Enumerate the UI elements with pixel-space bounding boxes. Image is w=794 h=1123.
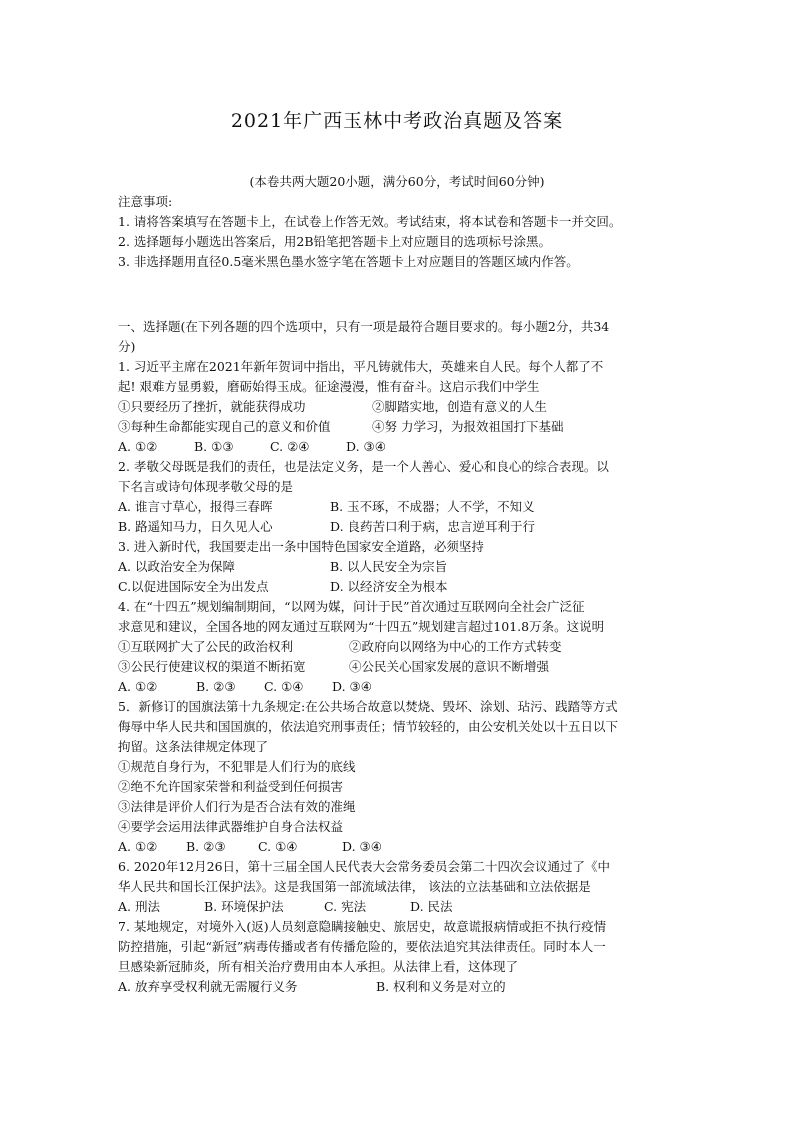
option-d: D. ③④ xyxy=(346,439,386,454)
question-6-stem: 6. 2020年12月26日，第十三届全国人民代表大会常务委员会第二十四次会议通过了《中 xyxy=(118,859,611,874)
statement: ②绝不允许国家荣誉和利益受到任何损害 xyxy=(118,779,344,794)
question-1-statements xyxy=(118,397,678,417)
notice-heading: 注意事项: xyxy=(118,194,173,209)
option-d: D. ③④ xyxy=(332,679,372,694)
section-one xyxy=(118,317,678,997)
option-d: D. 以经济安全为根本 xyxy=(330,579,448,594)
question-2-stem: 下名言或诗句体现孝敬父母的是 xyxy=(118,479,294,494)
option-d: D. ③④ xyxy=(342,839,382,854)
option-c: C.以促进国际安全为出发点 xyxy=(118,579,269,594)
statement: ①规范自身行为，不犯罪是人们行为的底线 xyxy=(118,759,356,774)
question-5-stem: 5．新修订的国旗法第十九条规定:在公共场合故意以焚烧、毁坏、涂划、玷污、践踏等方式 xyxy=(118,699,618,714)
statement: ③法律是评价人们行为是否合法有效的准绳 xyxy=(118,799,356,814)
statement: ④要学会运用法律武器维护自身合法权益 xyxy=(118,819,344,834)
statement: ②脚踏实地，创造有意义的人生 xyxy=(372,399,548,414)
question-7-stem: 旦感染新冠肺炎，所有相关治疗费用由本人承担。从法律上看，这体现了 xyxy=(118,959,519,974)
statement: ①只要经历了挫折，就能获得成功 xyxy=(118,399,306,414)
statement: ③公民行使建议权的渠道不断拓宽 xyxy=(118,659,306,674)
question-1-stem: 1. 习近平主席在2021年新年贺词中指出，平凡铸就伟大，英雄来自人民。每个人都了不 xyxy=(118,359,604,374)
option-a: A. 放弃享受权利就无需履行义务 xyxy=(118,979,298,994)
notice-section xyxy=(118,192,678,272)
question-5-stem: 拘留。这条法律规定体现了 xyxy=(118,739,269,754)
question-7-stem: 7. 某地规定，对境外入(返)人员刻意隐瞒接触史、旅居史，故意谎报病情或拒不执行疫情 xyxy=(118,919,607,934)
option-b: B. 权利和义务是对立的 xyxy=(376,979,506,994)
option-a: A. 谁言寸草心，报得三春晖 xyxy=(118,499,273,514)
notice-item: 2. 选择题每小题选出答案后，用2B铅笔把答题卡上对应题目的选项标号涂黑。 xyxy=(118,234,552,249)
option-c: C. 宪法 xyxy=(324,899,367,914)
option-b: B. 玉不琢，不成器；人不学，不知义 xyxy=(330,499,535,514)
option-a: A. ①② xyxy=(118,679,158,694)
option-d: D. 良药苦口利于病，忠言逆耳利于行 xyxy=(330,519,536,534)
question-4-options xyxy=(118,677,678,697)
question-2-options xyxy=(118,497,678,517)
option-a: A. 刑法 xyxy=(118,899,160,914)
option-c: C. ①④ xyxy=(258,839,298,854)
question-2-options xyxy=(118,517,678,537)
question-7-options xyxy=(118,977,678,997)
question-5-stem: 侮辱中华人民共和国国旗的，依法追究刑事责任；情节较轻的，由公安机关处以十五日以下 xyxy=(118,719,619,734)
question-6-options xyxy=(118,897,678,917)
statement: ④努 力学习，为报效祖国打下基础 xyxy=(372,419,564,434)
option-c: B. 路遥知马力，日久见人心 xyxy=(118,519,273,534)
option-b: B. ①③ xyxy=(194,439,234,454)
question-3-stem: 3. 进入新时代，我国要走出一条中国特色国家安全道路，必须坚持 xyxy=(118,539,484,554)
section-heading: 一、选择题(在下列各题的四个选项中，只有一项是最符合题目要求的。每小题2分，共34 xyxy=(118,319,610,334)
question-3-options xyxy=(118,557,678,577)
question-6-stem: 华人民共和国长江保护法》。这是我国第一部流域法律， 该法的立法基础和立法依据是 xyxy=(118,879,591,894)
question-1-stem: 起! 艰难方显勇毅，磨砺始得玉成。征途漫漫，惟有奋斗。这启示我们中学生 xyxy=(118,379,540,394)
option-c: C. ②④ xyxy=(270,439,310,454)
option-a: A. ①② xyxy=(118,839,158,854)
option-b: B. ②③ xyxy=(196,679,236,694)
question-4-stem: 求意见和建议，全国各地的网友通过互联网为“十四五”规划建言超过101.8万条。这说明 xyxy=(118,619,605,634)
section-heading: 分) xyxy=(118,339,136,354)
notice-item: 3. 非选择题用直径0.5毫米黑色墨水签字笔在答题卡上对应题目的答题区域内作答。 xyxy=(118,254,579,269)
question-2-stem: 2. 孝敬父母既是我们的责任，也是法定义务，是一个人善心、爱心和良心的综合表现。以 xyxy=(118,459,609,474)
notice-item: 1. 请将答案填写在答题卡上，在试卷上作答无效。考试结束，将本试卷和答题卡一并交回。 xyxy=(118,214,622,229)
statement: ①互联网扩大了公民的政治权利 xyxy=(118,639,294,654)
option-b: B. 环境保护法 xyxy=(204,899,284,914)
question-5-options xyxy=(118,837,678,857)
option-a: A. ①② xyxy=(118,439,158,454)
question-4-statements xyxy=(118,657,678,677)
option-c: C. ①④ xyxy=(264,679,304,694)
statement: ②政府向以网络为中心的工作方式转变 xyxy=(349,639,562,654)
question-4-statements xyxy=(118,637,678,657)
question-3-options xyxy=(118,577,678,597)
question-1-statements xyxy=(118,417,678,437)
page-title: 2021年广西玉林中考政治真题及答案 xyxy=(230,110,564,132)
option-b: B. 以人民安全为宗旨 xyxy=(330,559,448,574)
question-7-stem: 防控措施，引起“新冠”病毒传播或者有传播危险的，要依法追究其法律责任。同时本人一 xyxy=(118,939,606,954)
statement: ④公民关心国家发展的意识不断增强 xyxy=(349,659,550,674)
option-d: D. 民法 xyxy=(410,899,453,914)
option-a: A. 以政治安全为保障 xyxy=(118,559,235,574)
statement: ③每种生命都能实现自己的意义和价值 xyxy=(118,419,331,434)
question-1-options xyxy=(118,437,678,457)
exam-info: (本卷共两大题20小题，满分60分，考试时间60分钟) xyxy=(249,174,545,189)
question-4-stem: 4. 在“十四五”规划编制期间，“以网为媒，问计于民”首次通过互联网向全社会广泛征 xyxy=(118,599,585,614)
option-b: B. ②③ xyxy=(186,839,226,854)
